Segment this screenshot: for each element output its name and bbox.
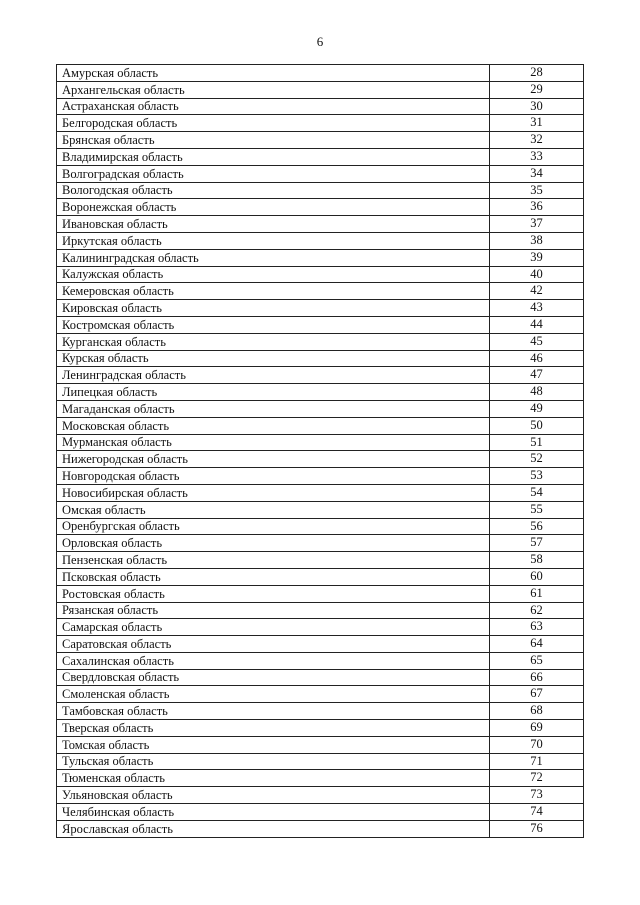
region-code: 30 [490,98,584,115]
region-code: 69 [490,720,584,737]
table-row [57,703,584,720]
region-code: 48 [490,384,584,401]
region-name: Пензенская область [57,552,490,569]
region-code: 46 [490,350,584,367]
table-row [57,451,584,468]
region-name: Ростовская область [57,585,490,602]
table-row [57,249,584,266]
region-code: 42 [490,283,584,300]
region-name: Курская область [57,350,490,367]
region-name: Новосибирская область [57,484,490,501]
table-row [57,350,584,367]
region-code: 38 [490,232,584,249]
region-code: 53 [490,468,584,485]
region-code: 35 [490,182,584,199]
region-code: 71 [490,753,584,770]
region-code: 36 [490,199,584,216]
region-name: Смоленская область [57,686,490,703]
region-name: Брянская область [57,132,490,149]
region-name: Псковская область [57,568,490,585]
region-code: 52 [490,451,584,468]
region-code: 57 [490,535,584,552]
table-row [57,434,584,451]
region-name: Орловская область [57,535,490,552]
region-code: 44 [490,316,584,333]
region-code: 64 [490,636,584,653]
table-row [57,316,584,333]
region-name: Ленинградская область [57,367,490,384]
region-name: Московская область [57,417,490,434]
table-row [57,182,584,199]
region-code: 66 [490,669,584,686]
table-row [57,115,584,132]
region-code: 65 [490,652,584,669]
region-name: Сахалинская область [57,652,490,669]
region-name: Новгородская область [57,468,490,485]
region-code: 67 [490,686,584,703]
table-row [57,417,584,434]
region-code: 61 [490,585,584,602]
region-code: 29 [490,81,584,98]
region-code: 70 [490,736,584,753]
region-code: 40 [490,266,584,283]
region-code: 55 [490,501,584,518]
table-row [57,602,584,619]
region-name: Воронежская область [57,199,490,216]
table-row [57,300,584,317]
page-number: 6 [316,34,324,49]
region-code: 72 [490,770,584,787]
table-row [57,820,584,837]
region-name: Томская область [57,736,490,753]
table-row [57,132,584,149]
table-row [57,65,584,82]
region-code: 33 [490,148,584,165]
region-code: 76 [490,820,584,837]
regions-table-body [57,65,584,838]
region-name: Омская область [57,501,490,518]
table-row [57,720,584,737]
region-code: 43 [490,300,584,317]
region-name: Костромская область [57,316,490,333]
region-name: Калужская область [57,266,490,283]
region-code: 47 [490,367,584,384]
region-name: Амурская область [57,65,490,82]
table-row [57,333,584,350]
region-code: 60 [490,568,584,585]
region-code: 63 [490,619,584,636]
region-name: Нижегородская область [57,451,490,468]
table-row [57,552,584,569]
table-row [57,165,584,182]
region-code: 50 [490,417,584,434]
table-row [57,501,584,518]
region-code: 68 [490,703,584,720]
region-name: Мурманская область [57,434,490,451]
table-row [57,736,584,753]
table-row [57,585,584,602]
region-name: Курганская область [57,333,490,350]
region-name: Тульская область [57,753,490,770]
region-name: Рязанская область [57,602,490,619]
region-name: Астраханская область [57,98,490,115]
region-name: Ярославская область [57,820,490,837]
table-row [57,518,584,535]
region-code: 54 [490,484,584,501]
table-row [57,367,584,384]
region-name: Тверская область [57,720,490,737]
region-name: Магаданская область [57,400,490,417]
region-code: 37 [490,216,584,233]
region-name: Калининградская область [57,249,490,266]
region-code: 58 [490,552,584,569]
region-name: Самарская область [57,619,490,636]
region-name: Кемеровская область [57,283,490,300]
region-name: Кировская область [57,300,490,317]
table-row [57,652,584,669]
region-code: 31 [490,115,584,132]
region-code: 51 [490,434,584,451]
table-row [57,619,584,636]
table-row [57,81,584,98]
region-code: 62 [490,602,584,619]
table-row [57,753,584,770]
table-row [57,804,584,821]
region-code: 56 [490,518,584,535]
region-name: Тамбовская область [57,703,490,720]
region-name: Ивановская область [57,216,490,233]
region-name: Волгоградская область [57,165,490,182]
table-row [57,283,584,300]
table-row [57,787,584,804]
region-code: 74 [490,804,584,821]
region-name: Белгородская область [57,115,490,132]
region-name: Вологодская область [57,182,490,199]
region-name: Архангельская область [57,81,490,98]
table-row [57,400,584,417]
table-row [57,384,584,401]
table-row [57,770,584,787]
region-code: 32 [490,132,584,149]
region-code: 49 [490,400,584,417]
table-row [57,686,584,703]
table-row [57,98,584,115]
regions-table [56,64,584,838]
region-code: 73 [490,787,584,804]
table-row [57,636,584,653]
region-name: Липецкая область [57,384,490,401]
region-name: Тюменская область [57,770,490,787]
region-name: Саратовская область [57,636,490,653]
table-row [57,266,584,283]
region-name: Свердловская область [57,669,490,686]
table-row [57,199,584,216]
region-code: 28 [490,65,584,82]
table-row [57,484,584,501]
table-row [57,468,584,485]
region-name: Иркутская область [57,232,490,249]
region-code: 39 [490,249,584,266]
region-code: 34 [490,165,584,182]
table-row [57,568,584,585]
region-name: Челябинская область [57,804,490,821]
table-row [57,535,584,552]
region-name: Владимирская область [57,148,490,165]
table-row [57,232,584,249]
region-name: Ульяновская область [57,787,490,804]
table-row [57,148,584,165]
region-code: 45 [490,333,584,350]
table-row [57,216,584,233]
region-name: Оренбургская область [57,518,490,535]
table-row [57,669,584,686]
